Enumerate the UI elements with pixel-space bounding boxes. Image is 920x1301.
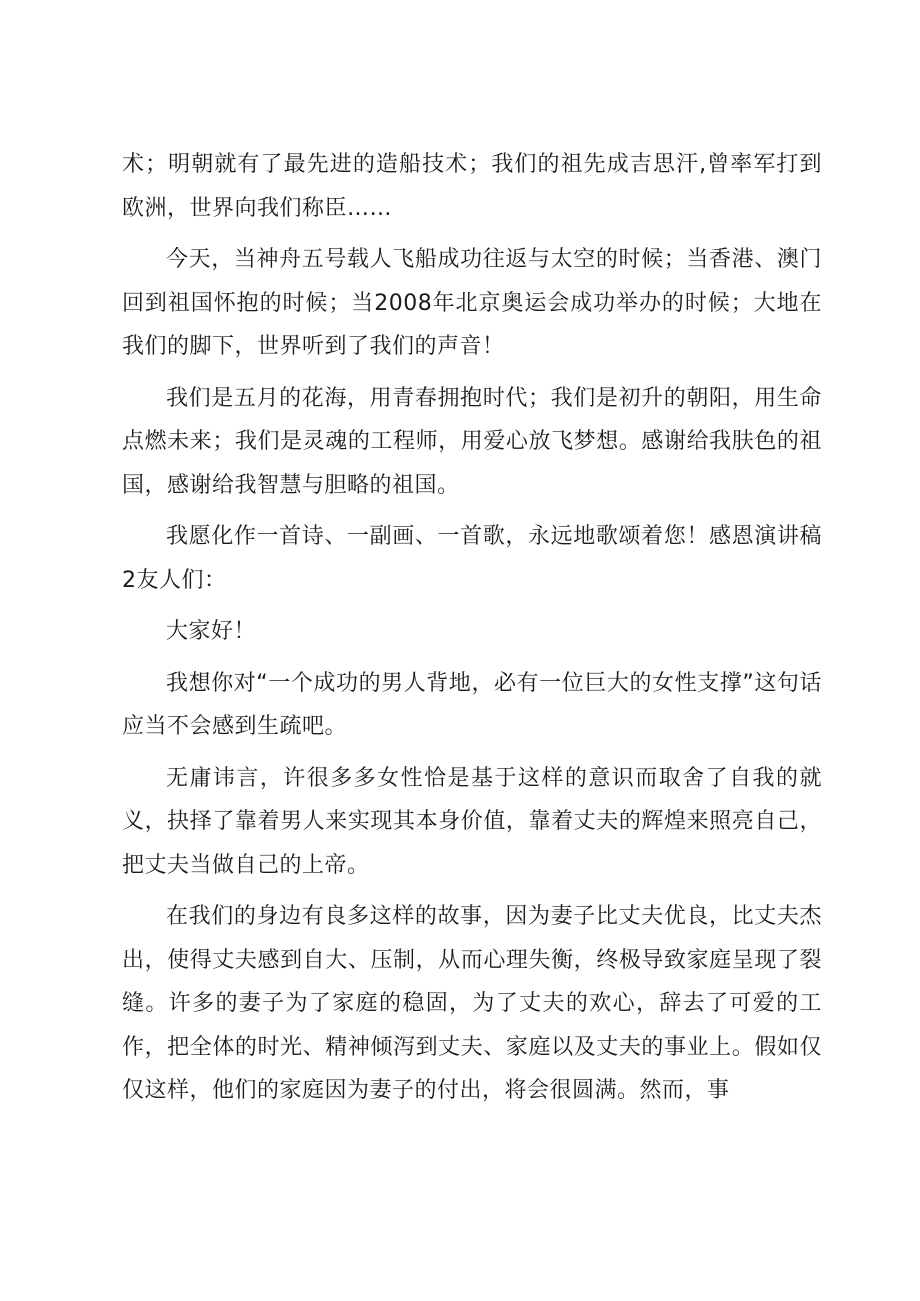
paragraph-successful-man: 我想你对“一个成功的男人背地，必有一位巨大的女性支撑”这句话应当不会感到生疏吧。 [122, 670, 822, 739]
paragraph-greeting: 大家好！ [166, 619, 257, 644]
paragraph-poem-speech-2: 我愿化作一首诗、一副画、一首歌，永远地歌颂着您！感恩演讲稿2友人们： [122, 524, 822, 593]
paragraph-flower-sea: 我们是五月的花海，用青春拥抱时代；我们是初升的朝阳，用生命点燃未来；我们是灵魂的工程师，用爱心放飞梦想。感谢给我肤色的祖国，感谢给我智慧与胆略的祖国。 [122, 385, 822, 498]
paragraph-continuation: 术；明朝就有了最先进的造船技术；我们的祖先成吉思汗,曾率军打到欧洲，世界向我们称臣…… [122, 152, 822, 221]
paragraph-women-sacrifice: 无庸讳言，许很多多女性恰是基于这样的意识而取舍了自我的就义，抉择了靠着男人来实现其本身价值，靠着丈夫的辉煌来照亮自己，把丈夫当做自己的上帝。 [122, 765, 822, 878]
document-body [122, 143, 822, 1113]
paragraph-family-story: 在我们的身边有良多这样的故事，因为妻子比丈夫优良，比丈夫杰出，使得丈夫感到自大、压制，从而心理失衡，终极导致家庭呈现了裂缝。许多的妻子为了家庭的稳固，为了丈夫的欢心，辞去了可爱的工作，把全体的时光、精神倾泻到丈夫、家庭以及丈夫的事业上。假如仅仅这样，他们的家庭因为妻子的付出，将会很圆满。然而，事 [122, 904, 822, 1103]
paragraph-shenzhou: 今天，当神舟五号载人飞船成功往返与太空的时候；当香港、澳门回到祖国怀抱的时候；当2008年北京奥运会成功举办的时候；大地在我们的脚下，世界听到了我们的声音！ [122, 247, 822, 359]
